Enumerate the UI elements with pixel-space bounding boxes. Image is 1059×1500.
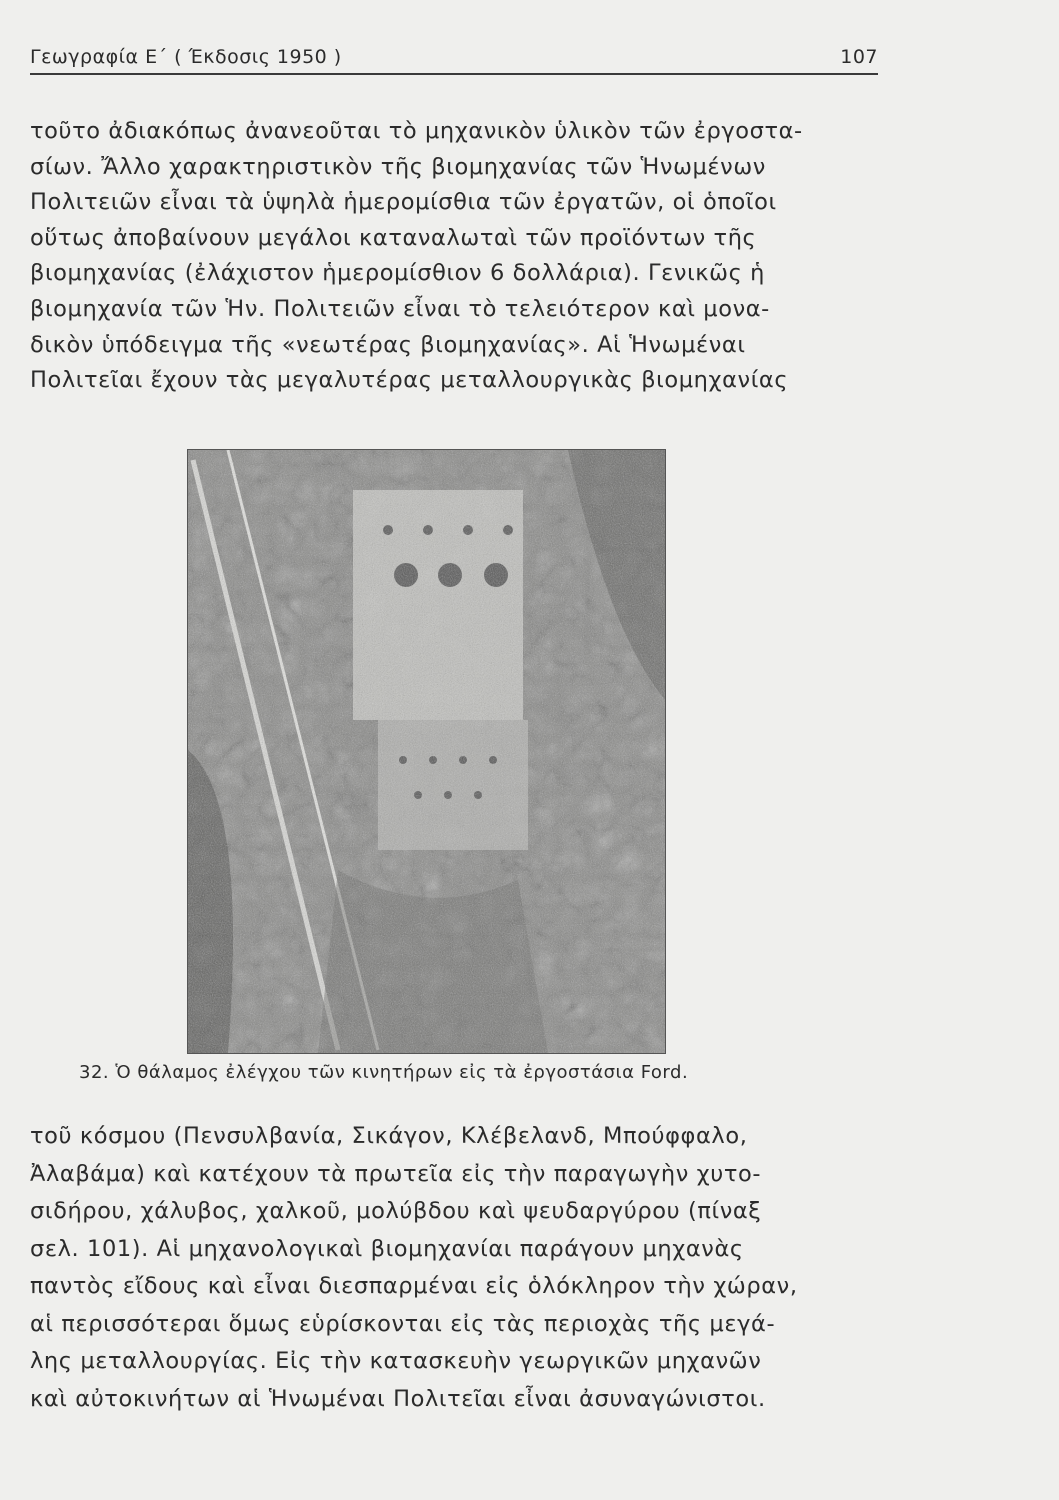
- running-header: [30, 46, 878, 76]
- text-line: οὕτως ἀποβαίνουν μεγάλοι καταναλωταὶ τῶν προϊόντων τῆς: [30, 224, 757, 251]
- text-line: λης μεταλλουργίας. Εἰς τὴν κατασκευὴν γεωργικῶν μηχανῶν: [30, 1348, 762, 1374]
- text-line: βιομηχανίας (ἐλάχιστον ἡμερομίσθιον 6 δολλάρια). Γενικῶς ἡ: [30, 260, 766, 287]
- page-number: 107: [840, 46, 878, 68]
- text-line: τοῦ κόσμου (Πενσυλβανία, Σικάγον, Κλέβελανδ, Μπούφφαλο,: [30, 1123, 748, 1149]
- photo-illustration: [188, 450, 665, 1053]
- figure-caption: 32. Ὁ θάλαμος ἐλέγχου τῶν κινητήρων εἰς τὰ ἐργοστάσια Ford.: [79, 1062, 689, 1083]
- paragraph-bottom: [30, 1118, 886, 1418]
- text-line: σελ. 101). Αἱ μηχανολογικαὶ βιομηχανίαι παράγουν μηχανὰς: [30, 1235, 744, 1262]
- text-line: Πολιτειῶν εἶναι τὰ ὑψηλὰ ἡμερομίσθια τῶν ἐργατῶν, οἱ ὁποῖοι: [30, 189, 777, 216]
- paragraph-top: [30, 114, 886, 399]
- text-line: σιδήρου, χάλυβος, χαλκοῦ, μολύβδου καὶ ψευδαργύρου (πίναξ: [30, 1198, 762, 1224]
- factory-control-room-photo: [187, 449, 666, 1054]
- text-line: Πολιτεῖαι ἔχουν τὰς μεγαλυτέρας μεταλλουργικὰς βιομηχανίας: [30, 367, 789, 394]
- text-line: Ἀλαβάμα) καὶ κατέχουν τὰ πρωτεῖα εἰς τὴν παραγωγὴν χυτο-: [30, 1160, 762, 1187]
- header-rule: [30, 73, 878, 75]
- text-line: παντὸς εἴδους καὶ εἶναι διεσπαρμέναι εἰς ὁλόκληρον τὴν χώραν,: [30, 1273, 798, 1299]
- text-line: σίων. Ἄλλο χαρακτηριστικὸν τῆς βιομηχανίας τῶν Ἡνωμένων: [30, 153, 766, 180]
- running-title: Γεωγραφία Ε΄ ( Έκδοσις 1950 ): [30, 46, 342, 68]
- text-line: τοῦτο ἀδιακόπως ἀνανεοῦται τὸ μηχανικὸν ὑλικὸν τῶν ἐργοστα-: [30, 118, 803, 144]
- text-line: καὶ αὐτοκινήτων αἱ Ἡνωμέναι Πολιτεῖαι εἶναι ἀσυναγώνιστοι.: [30, 1385, 766, 1412]
- text-line: βιομηχανία τῶν Ἡν. Πολιτειῶν εἶναι τὸ τελειότερον καὶ μονα-: [30, 295, 770, 322]
- text-line: δικὸν ὑπόδειγμα τῆς «νεωτέρας βιομηχανίας». Αἱ Ἡνωμέναι: [30, 331, 746, 358]
- text-line: αἱ περισσότεραι ὅμως εὑρίσκονται εἰς τὰς περιοχὰς τῆς μεγά-: [30, 1310, 776, 1337]
